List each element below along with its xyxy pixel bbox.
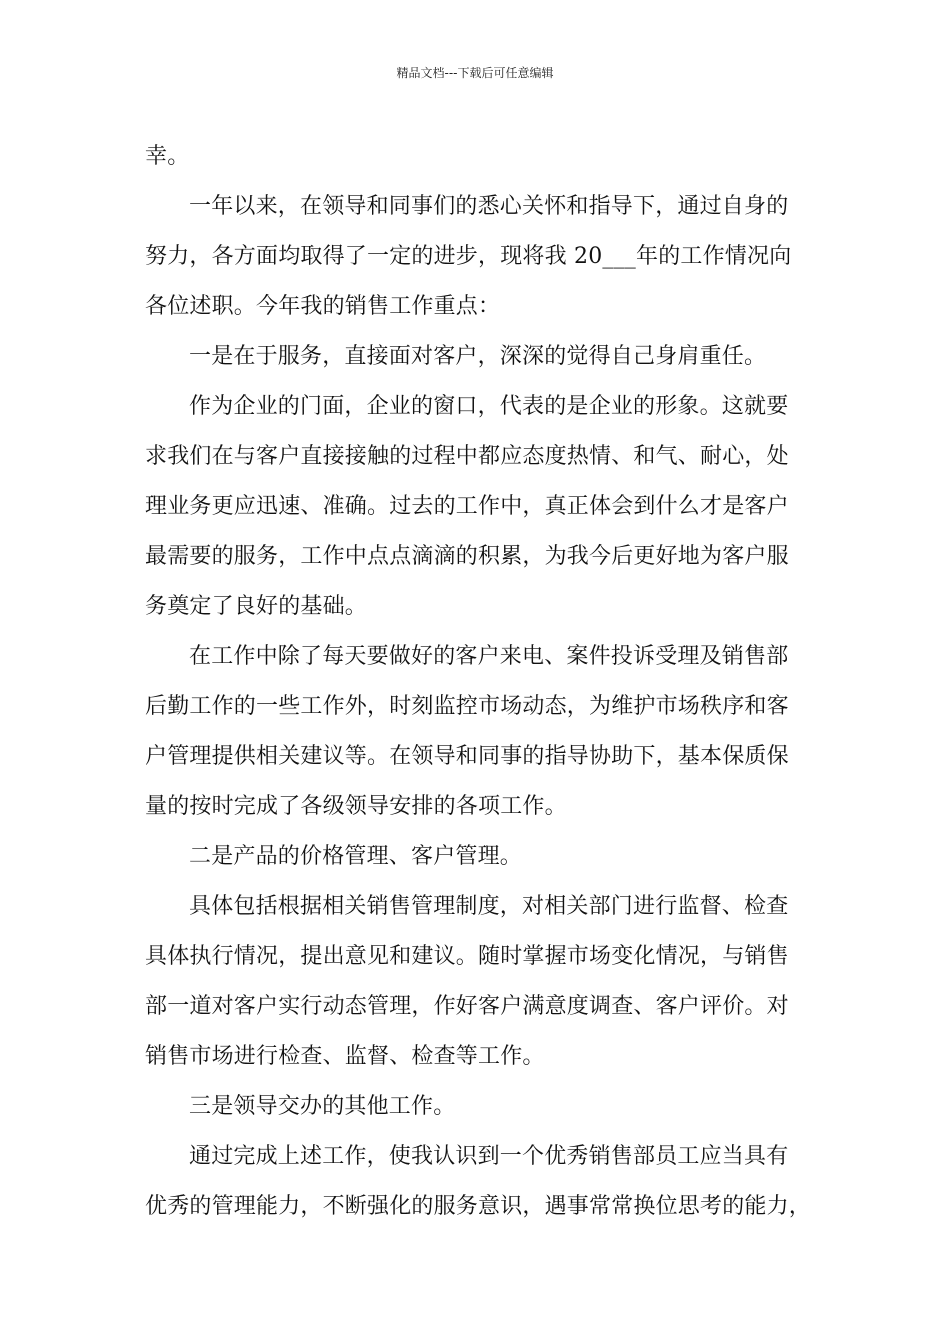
text-line: 理业务更应迅速、准确。过去的工作中，真正体会到什么才是客户 xyxy=(145,494,789,519)
text-line: 部一道对客户实行动态管理，作好客户满意度调查、客户评价。对 xyxy=(145,994,789,1019)
text-line: 具体执行情况，提出意见和建议。随时掌握市场变化情况，与销售 xyxy=(145,944,789,969)
text-line: 各位述职。今年我的销售工作重点： xyxy=(145,294,501,319)
text-line: 具体包括根据相关销售管理制度，对相关部门进行监督、检查 xyxy=(189,894,789,919)
text-line: 幸。 xyxy=(145,144,190,169)
page-header: 精品文档---下载后可任意编辑 xyxy=(396,66,554,80)
text-line: 在工作中除了每天要做好的客户来电、案件投诉受理及销售部 xyxy=(189,644,789,669)
text-line: 求我们在与客户直接接触的过程中都应态度热情、和气、耐心，处 xyxy=(145,444,789,469)
text-line: 三是领导交办的其他工作。 xyxy=(189,1094,456,1119)
text-line: 户管理提供相关建议等。在领导和同事的指导协助下，基本保质保 xyxy=(145,744,789,769)
text-line: 二是产品的价格管理、客户管理。 xyxy=(189,844,523,869)
text-line: 后勤工作的一些工作外，时刻监控市场动态，为维护市场秩序和客 xyxy=(145,694,789,719)
text-line: 优秀的管理能力，不断强化的服务意识，遇事常常换位思考的能力， xyxy=(145,1194,812,1219)
text-line: 务奠定了良好的基础。 xyxy=(145,594,368,619)
text-line: 通过完成上述工作，使我认识到一个优秀销售部员工应当具有 xyxy=(189,1144,789,1169)
text-line: 一年以来，在领导和同事们的悉心关怀和指导下，通过自身的 xyxy=(189,194,789,219)
text-line: 作为企业的门面，企业的窗口，代表的是企业的形象。这就要 xyxy=(189,394,789,419)
text-line: 销售市场进行检查、监督、检查等工作。 xyxy=(145,1044,545,1069)
text-line: 一是在于服务，直接面对客户，深深的觉得自己身肩重任。 xyxy=(189,344,767,369)
text-line: 最需要的服务，工作中点点滴滴的积累，为我今后更好地为客户服 xyxy=(145,544,789,569)
text-line: 努力，各方面均取得了一定的进步，现将我 20___年的工作情况向 xyxy=(145,244,792,269)
document-body xyxy=(145,132,835,1232)
text-line: 量的按时完成了各级领导安排的各项工作。 xyxy=(145,794,567,819)
